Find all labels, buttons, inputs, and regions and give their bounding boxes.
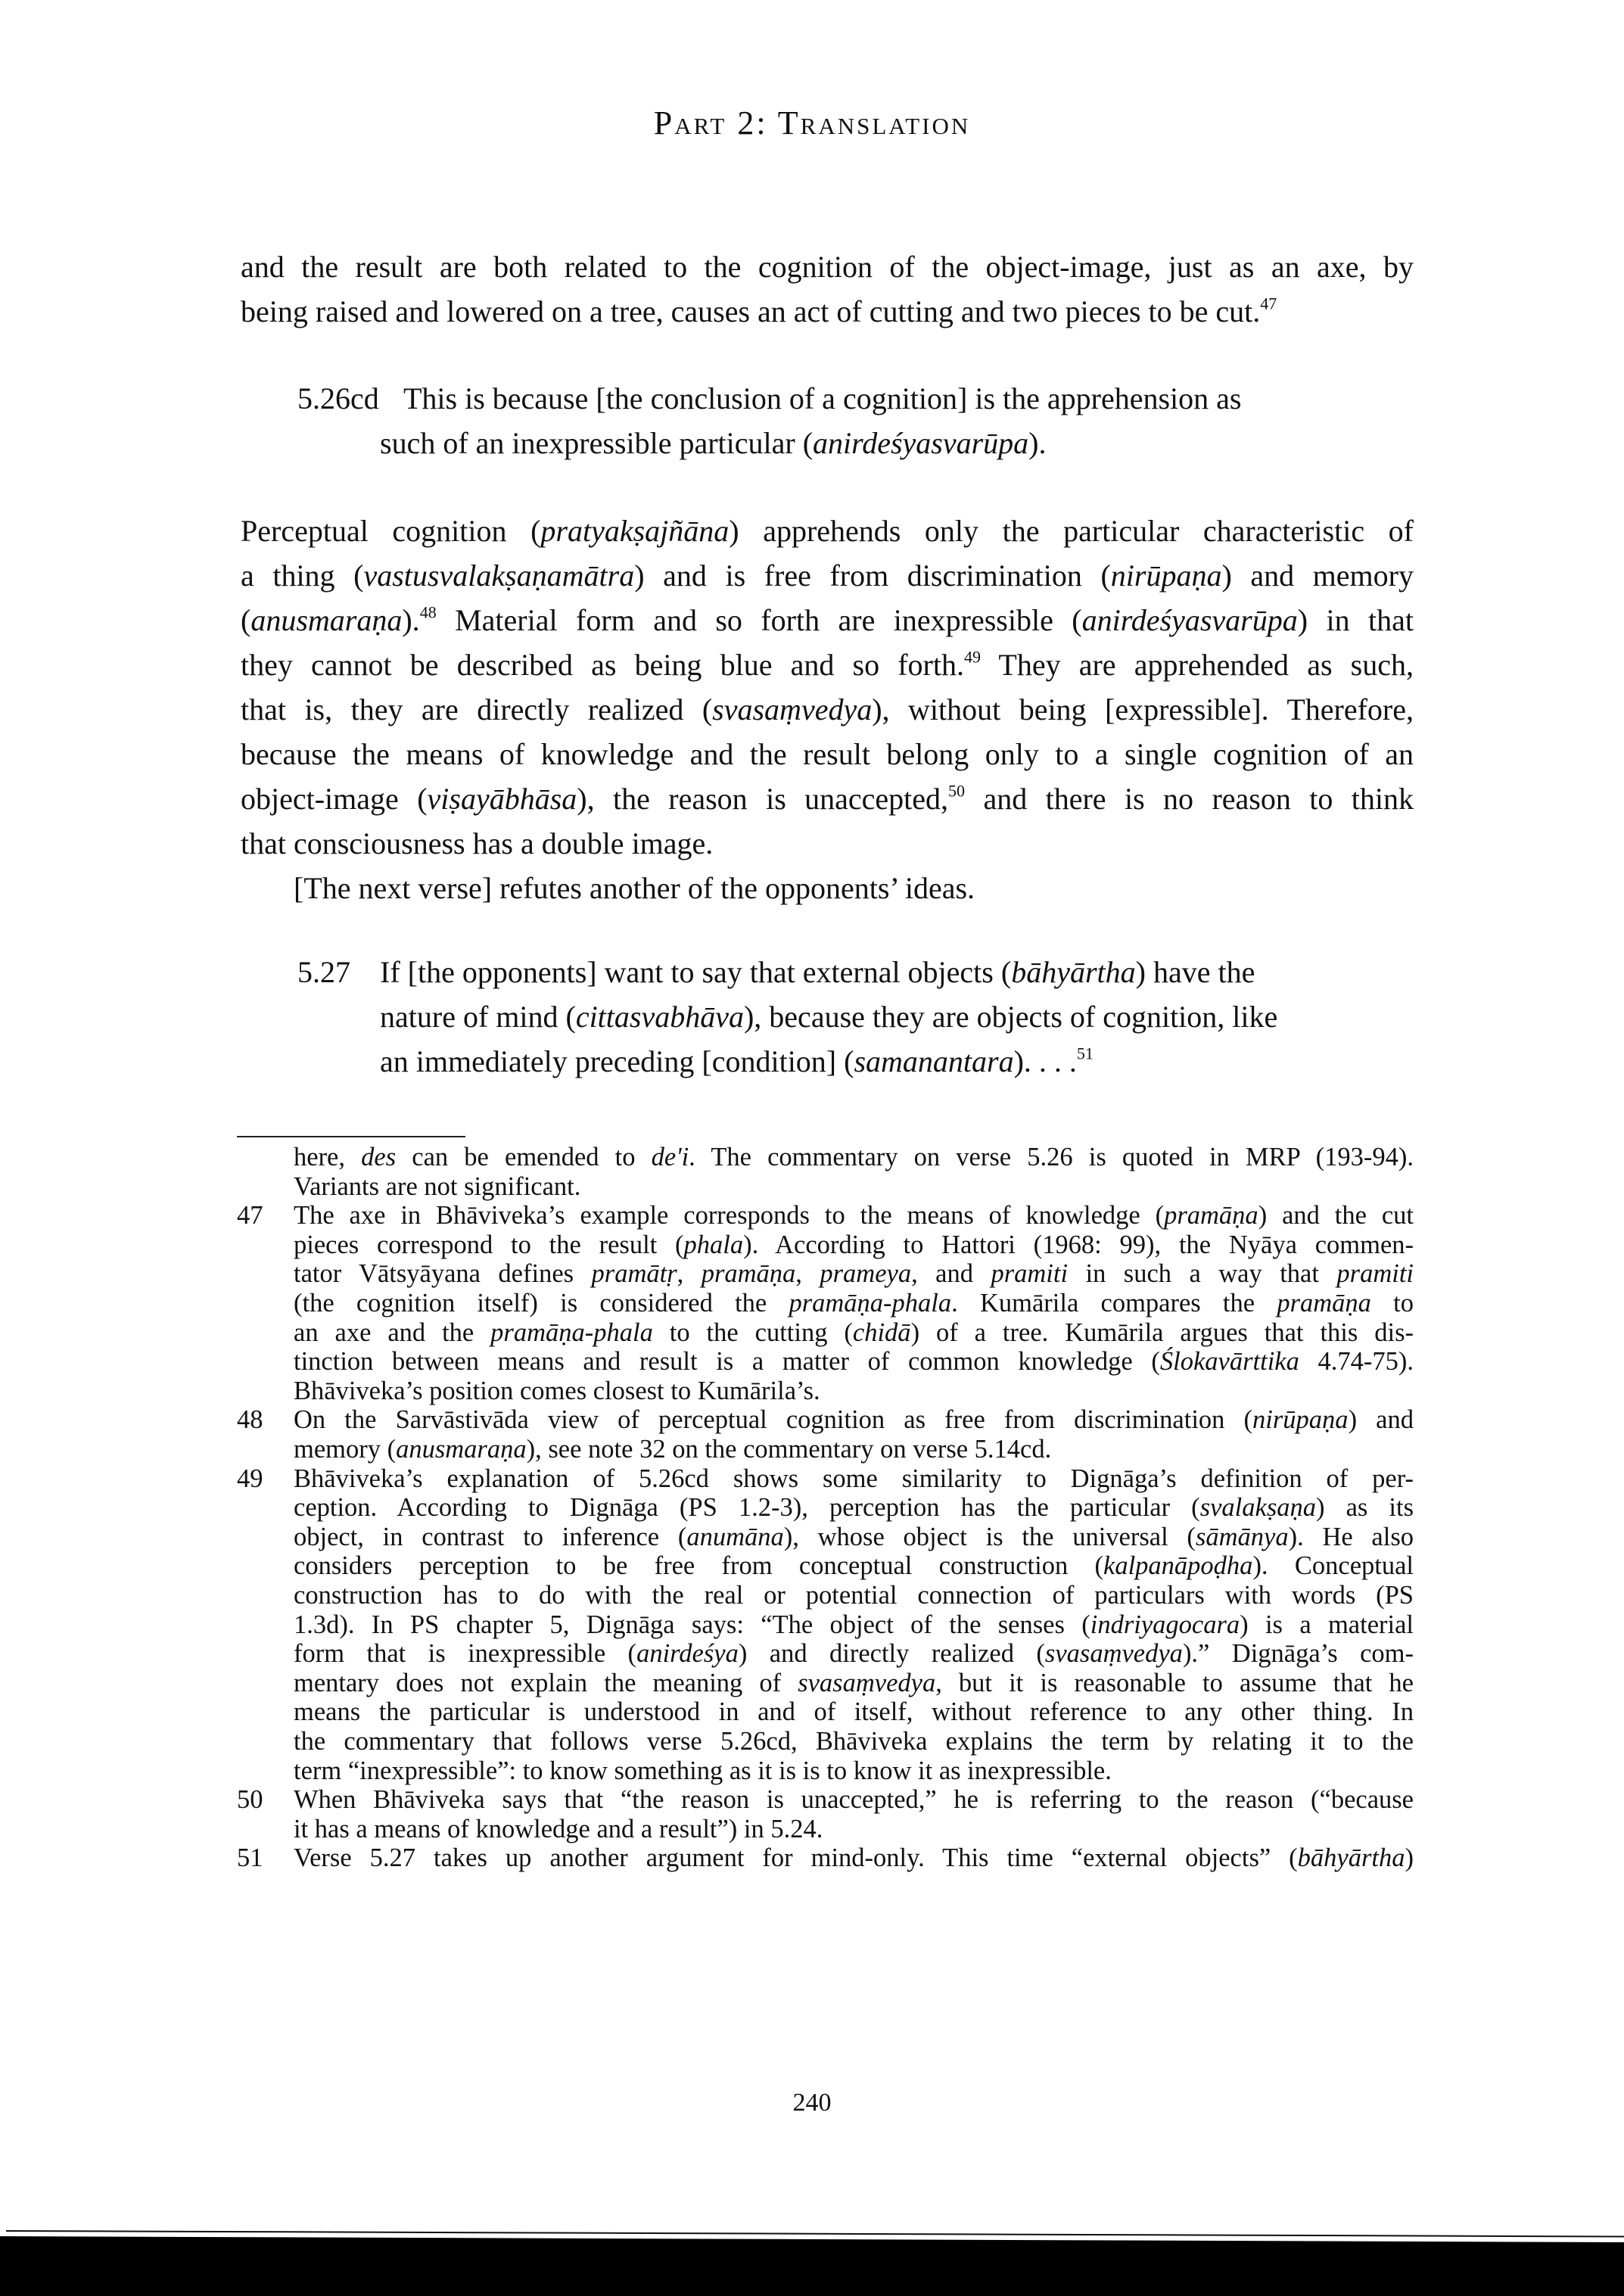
sanskrit-term: svasaṃvedya: [712, 692, 873, 726]
footnote-number: 47: [237, 1201, 263, 1230]
sanskrit-term: pramāṇa: [1164, 1201, 1258, 1230]
footnote-line: On the Sarvāstivāda view of perceptual cognition as free from discrimination (nirūpaṇa) and: [294, 1405, 1414, 1435]
footnote-number: 51: [237, 1843, 263, 1873]
body-line: (anusmaraṇa).$^{48}$ Material form and so forth are inexpressible (anirdeśyasvarūpa) in that: [241, 602, 1414, 637]
body-line: being raised and lowered on a tree, causes an act of cutting and two pieces to be cut.$^{47}$: [241, 294, 1277, 328]
footnote-line: When Bhāviveka says that “the reason is unaccepted,” he is referring to the reason (“because: [294, 1785, 1414, 1815]
body-line: object-image (viṣayābhāsa), the reason is unaccepted,$^{50}$ and there is no reason to think: [241, 781, 1414, 816]
footnote-line: 1.3d). In PS chapter 5, Dignāga says: “The object of the senses (indriyagocara) is a material: [294, 1610, 1414, 1639]
sanskrit-term: nirūpaṇa: [1110, 558, 1222, 593]
sanskrit-term: des: [361, 1143, 397, 1171]
verse-line: This is because [the conclusion of a cognition] is the apprehension as: [403, 381, 1242, 415]
footnote-number: 49: [237, 1464, 263, 1493]
sanskrit-term: sāmānya: [1195, 1522, 1289, 1551]
sanskrit-term: svalakṣaṇa: [1199, 1493, 1317, 1523]
footnote-line: construction has to do with the real or potential connection of particulars with words (PS: [294, 1581, 1414, 1610]
footnote-ref[interactable]: 51: [1076, 1044, 1094, 1063]
sanskrit-term: nirūpaṇa: [1252, 1405, 1349, 1435]
body-line: [The next verse] refutes another of the opponents’ ideas.: [294, 871, 975, 905]
verse-line: an immediately preceding [condition] (samanantara). . . .$^{51}$: [380, 1044, 1094, 1078]
verse-line: If [the opponents] want to say that external objects (bāhyārtha) have the: [380, 955, 1255, 989]
footnote-ref[interactable]: 48: [419, 602, 437, 622]
footnote-line: means the particular is understood in and of itself, without reference to any other thing. In: [294, 1697, 1414, 1727]
sanskrit-term: phala: [683, 1230, 744, 1259]
footnote-ref[interactable]: 47: [1260, 294, 1277, 313]
sanskrit-term: de'i: [651, 1143, 689, 1171]
page-number: 240: [792, 2089, 832, 2117]
sanskrit-term: Ślokavārttika: [1159, 1347, 1299, 1377]
sanskrit-term: pramiti: [991, 1259, 1069, 1289]
footnote-line: an axe and the pramāṇa-phala to the cutting (chidā) of a tree. Kumārila argues that this dis-: [294, 1318, 1414, 1347]
verse-number: 5.27: [297, 955, 350, 989]
sanskrit-term: anirdeśyasvarūpa: [813, 426, 1029, 460]
sanskrit-term: pratyakṣajñāna: [540, 514, 730, 548]
sanskrit-term: anirdeśyasvarūpa: [1081, 603, 1298, 637]
footnote-line: Variants are not significant.: [294, 1171, 581, 1201]
sanskrit-term: cittasvabhāva: [575, 1000, 744, 1034]
verse-line: nature of mind (cittasvabhāva), because they are objects of cognition, like: [380, 1000, 1278, 1034]
footnote-line: ception. According to Dignāga (PS 1.2-3), perception has the particular (svalakṣaṇa) as its: [294, 1493, 1414, 1523]
sanskrit-term: samanantara: [854, 1044, 1014, 1078]
scan-edge-line: [6, 2230, 1624, 2237]
footnote-number: 48: [237, 1405, 263, 1435]
sanskrit-term: pramāṇa: [1277, 1289, 1371, 1318]
footnote-line: tinction between means and result is a matter of common knowledge (Ślokavārttika 4.74-75).: [294, 1347, 1414, 1377]
footnote-ref[interactable]: 49: [963, 647, 981, 667]
sanskrit-term: bāhyārtha: [1011, 955, 1136, 989]
footnote-ref[interactable]: 50: [948, 781, 966, 801]
body-line: they cannot be described as being blue and so forth.$^{49}$ They are apprehended as such,: [241, 647, 1414, 682]
footnote-line: term “inexpressible”: to know something as it is is to know it as inexpressible.: [294, 1756, 1112, 1785]
sanskrit-term: vastusvalakṣaṇamātra: [363, 558, 635, 593]
scan-dark-band: [0, 2236, 1624, 2296]
footnote-line: Bhāviveka’s explanation of 5.26cd shows some similarity to Dignāga’s definition of per-: [294, 1464, 1414, 1493]
sanskrit-term: kalpanāpoḍha: [1103, 1551, 1253, 1581]
sanskrit-term: anirdeśya: [636, 1639, 739, 1669]
footnote-line: Bhāviveka’s position comes closest to Kumārila’s.: [294, 1376, 820, 1405]
sanskrit-term: pramātṛ: [591, 1259, 677, 1289]
verse-line: such of an inexpressible particular (anirdeśyasvarūpa).: [380, 426, 1047, 460]
footnote-line: memory (anusmaraṇa), see note 32 on the commentary on verse 5.14cd.: [294, 1435, 1052, 1464]
body-line: and the result are both related to the cognition of the object-image, just as an axe, by: [241, 250, 1414, 284]
footnote-line: form that is inexpressible (anirdeśya) and directly realized (svasaṃvedya).” Dignāga’s com-: [294, 1639, 1414, 1669]
body-line: Perceptual cognition (pratyakṣajñāna) apprehends only the particular characteristic of: [241, 514, 1414, 548]
sanskrit-term: pramiti: [1336, 1259, 1414, 1289]
footnote-line: The axe in Bhāviveka’s example corresponds to the means of knowledge (pramāṇa) and the cut: [294, 1201, 1414, 1230]
footnote-line: Verse 5.27 takes up another argument for mind-only. This time “external objects” (bāhyārtha): [294, 1843, 1414, 1873]
footnote-line: pieces correspond to the result (phala). According to Hattori (1968: 99), the Nyāya commen-: [294, 1230, 1414, 1259]
footnote-line: considers perception to be free from conceptual construction (kalpanāpoḍha). Conceptual: [294, 1551, 1414, 1581]
body-line: because the means of knowledge and the result belong only to a single cognition of an: [241, 737, 1414, 771]
footnote-line: object, in contrast to inference (anumāna), whose object is the universal (sāmānya). He also: [294, 1522, 1414, 1551]
running-head: Part 2: Translation: [653, 104, 971, 142]
verse-number: 5.26cd: [297, 381, 379, 415]
body-line: a thing (vastusvalakṣaṇamātra) and is free from discrimination (nirūpaṇa) and memory: [241, 558, 1414, 593]
footnote-line: tator Vātsyāyana defines pramātṛ, pramāṇa, prameya, and pramiti in such a way that pramiti: [294, 1259, 1414, 1289]
footnote-line: here, des can be emended to de'i. The commentary on verse 5.26 is quoted in MRP (193-94).: [294, 1143, 1414, 1171]
sanskrit-term: anusmaraṇa: [250, 603, 403, 637]
footnote-line: (the cognition itself) is considered the pramāṇa-phala. Kumārila compares the pramāṇa to: [294, 1289, 1414, 1318]
body-line: that is, they are directly realized (svasaṃvedya), without being [expressible]. Therefore,: [241, 692, 1414, 726]
sanskrit-term: viṣayābhāsa: [427, 782, 577, 816]
footnote-line: the commentary that follows verse 5.26cd, Bhāviveka explains the term by relating it to the: [294, 1727, 1414, 1756]
body-line: that consciousness has a double image.: [241, 826, 714, 860]
sanskrit-term: bāhyārtha: [1297, 1843, 1405, 1873]
sanskrit-term: anusmaraṇa: [396, 1435, 527, 1464]
footnote-number: 50: [237, 1785, 263, 1815]
footnote-line: it has a means of knowledge and a result”) in 5.24.: [294, 1814, 823, 1843]
sanskrit-term: svasaṃvedya: [798, 1668, 936, 1697]
sanskrit-term: pramāṇa: [701, 1259, 796, 1289]
sanskrit-term: indriyagocara: [1090, 1610, 1240, 1639]
sanskrit-term: anumāna: [686, 1522, 784, 1551]
footnote-separator-rule: [237, 1136, 465, 1137]
footnote-line: mentary does not explain the meaning of svasaṃvedya, but it is reasonable to assume that he: [294, 1668, 1414, 1697]
sanskrit-term: pramāṇa-phala: [490, 1318, 653, 1347]
sanskrit-term: prameya: [820, 1259, 912, 1289]
sanskrit-term: pramāṇa-phala: [789, 1289, 952, 1318]
sanskrit-term: svasaṃvedya: [1044, 1639, 1183, 1669]
sanskrit-term: chidā: [852, 1318, 911, 1347]
